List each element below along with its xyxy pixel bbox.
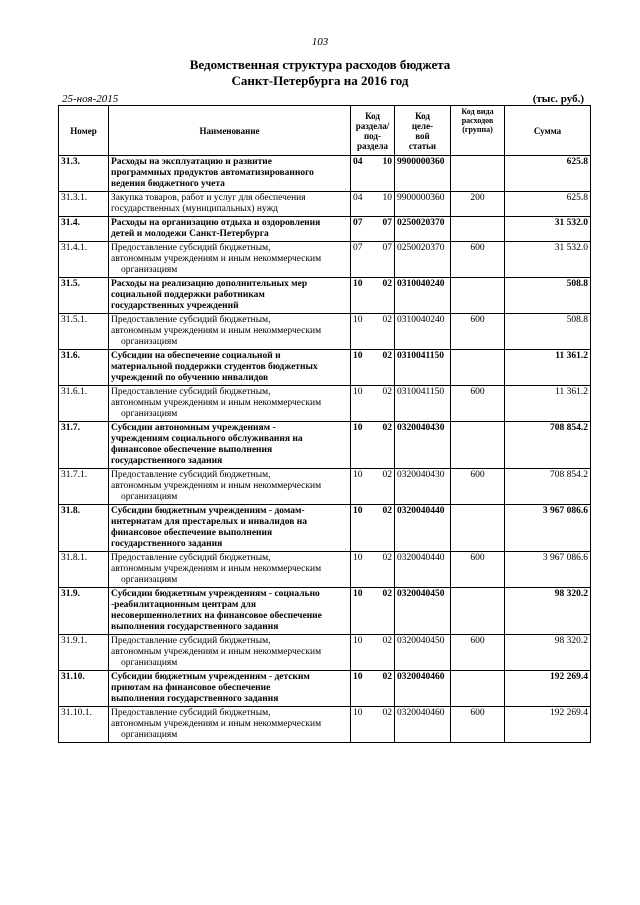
row-number: 31.6.: [59, 350, 109, 386]
units-label: (тыс. руб.): [532, 93, 584, 105]
row-name: Предоставление субсидий бюджетным, автономным учреждениям и иным некоммерческим организациям: [109, 386, 351, 422]
title-line-2: Санкт-Петербурга на 2016 год: [231, 73, 409, 88]
row-section-code: 10: [351, 671, 377, 707]
row-target-code: 0250020370: [395, 217, 451, 242]
row-target-code: 0310041150: [395, 350, 451, 386]
row-name: Субсидии бюджетным учреждениям - социально -реабилитационным центрам для несовершеннолетних на финансовое обеспечение выполнения государственного задания: [109, 588, 351, 635]
row-name: Закупка товаров, работ и услуг для обеспечения государственных (муниципальных) нужд: [109, 192, 351, 217]
row-target-code: 0310040240: [395, 278, 451, 314]
row-subsection-code: 02: [377, 422, 395, 469]
row-target-code: 0320040440: [395, 552, 451, 588]
row-target-code: 9900000360: [395, 192, 451, 217]
row-section-code: 04: [351, 156, 377, 192]
table-row: [59, 217, 591, 242]
table-row: [59, 552, 591, 588]
table-row: [59, 707, 591, 743]
row-sum: 3 967 086.6: [505, 552, 591, 588]
row-subsection-code: 02: [377, 469, 395, 505]
row-number: 31.6.1.: [59, 386, 109, 422]
row-subsection-code: 02: [377, 671, 395, 707]
row-subsection-code: 02: [377, 707, 395, 743]
row-sum: 625.8: [505, 156, 591, 192]
row-name: Предоставление субсидий бюджетным, автономным учреждениям и иным некоммерческим организациям: [109, 707, 351, 743]
page-number: 103: [311, 36, 329, 48]
row-sum: 11 361.2: [505, 386, 591, 422]
row-number: 31.10.: [59, 671, 109, 707]
row-target-code: 0250020370: [395, 242, 451, 278]
row-section-code: 10: [351, 552, 377, 588]
row-sum: 508.8: [505, 278, 591, 314]
table-row: [59, 422, 591, 469]
header-number: Номер: [59, 106, 109, 156]
row-name: Субсидии на обеспечение социальной и материальной поддержки студентов бюджетных учреждений по обучению инвалидов: [109, 350, 351, 386]
row-subsection-code: 07: [377, 217, 395, 242]
table-row: [59, 278, 591, 314]
document-date: 25-ноя-2015: [62, 93, 119, 105]
row-subsection-code: 07: [377, 242, 395, 278]
row-sum: 31 532.0: [505, 217, 591, 242]
row-number: 31.7.1.: [59, 469, 109, 505]
row-number: 31.7.: [59, 422, 109, 469]
header-section-code: Код раздела/ под- раздела: [351, 106, 395, 156]
row-expense-type: [451, 217, 505, 242]
row-subsection-code: 02: [377, 588, 395, 635]
title-line-1: Ведомственная структура расходов бюджета: [189, 57, 451, 72]
row-number: 31.8.: [59, 505, 109, 552]
row-target-code: 0320040450: [395, 635, 451, 671]
row-section-code: 10: [351, 350, 377, 386]
row-section-code: 10: [351, 386, 377, 422]
row-section-code: 10: [351, 707, 377, 743]
row-section-code: 10: [351, 588, 377, 635]
header-name: Наименование: [109, 106, 351, 156]
row-expense-type: 600: [451, 635, 505, 671]
row-sum: 98 320.2: [505, 588, 591, 635]
row-sum: 98 320.2: [505, 635, 591, 671]
row-name: Субсидии бюджетным учреждениям - домам- интернатам для престарелых и инвалидов на финансовое обеспечение выполнения государственного задания: [109, 505, 351, 552]
row-section-code: 10: [351, 278, 377, 314]
row-sum: 3 967 086.6: [505, 505, 591, 552]
table-row: [59, 635, 591, 671]
row-number: 31.10.1.: [59, 707, 109, 743]
row-subsection-code: 02: [377, 552, 395, 588]
row-expense-type: [451, 505, 505, 552]
row-sum: 625.8: [505, 192, 591, 217]
row-subsection-code: 02: [377, 386, 395, 422]
row-target-code: 0310041150: [395, 386, 451, 422]
row-section-code: 10: [351, 469, 377, 505]
row-expense-type: 600: [451, 242, 505, 278]
row-sum: 192 269.4: [505, 707, 591, 743]
row-expense-type: [451, 588, 505, 635]
row-sum: 708 854.2: [505, 469, 591, 505]
header-sum: Сумма: [505, 106, 591, 156]
row-name: Предоставление субсидий бюджетным, автономным учреждениям и иным некоммерческим организациям: [109, 635, 351, 671]
table-row: [59, 469, 591, 505]
header-row: [59, 106, 591, 156]
row-number: 31.4.: [59, 217, 109, 242]
row-section-code: 10: [351, 635, 377, 671]
row-subsection-code: 02: [377, 635, 395, 671]
row-target-code: 0320040460: [395, 707, 451, 743]
row-sum: 11 361.2: [505, 350, 591, 386]
table-row: [59, 386, 591, 422]
row-name: Предоставление субсидий бюджетным, автономным учреждениям и иным некоммерческим организациям: [109, 552, 351, 588]
row-number: 31.3.1.: [59, 192, 109, 217]
row-sum: 192 269.4: [505, 671, 591, 707]
row-expense-type: [451, 156, 505, 192]
row-target-code: 0320040430: [395, 469, 451, 505]
row-sum: 508.8: [505, 314, 591, 350]
row-expense-type: 600: [451, 386, 505, 422]
row-name: Предоставление субсидий бюджетным, автономным учреждениям и иным некоммерческим организациям: [109, 469, 351, 505]
row-expense-type: 600: [451, 707, 505, 743]
row-expense-type: 600: [451, 552, 505, 588]
table-row: [59, 314, 591, 350]
row-section-code: 10: [351, 422, 377, 469]
row-number: 31.3.: [59, 156, 109, 192]
row-sum: 31 532.0: [505, 242, 591, 278]
row-number: 31.8.1.: [59, 552, 109, 588]
row-target-code: 0320040430: [395, 422, 451, 469]
row-subsection-code: 10: [377, 192, 395, 217]
row-subsection-code: 02: [377, 350, 395, 386]
header-expense-type-code: Код вида расходов (группа): [451, 106, 505, 156]
row-expense-type: [451, 422, 505, 469]
row-subsection-code: 02: [377, 314, 395, 350]
budget-table: [58, 105, 591, 743]
row-section-code: 10: [351, 314, 377, 350]
row-expense-type: [451, 278, 505, 314]
row-name: Расходы на организацию отдыха и оздоровления детей и молодежи Санкт-Петербурга: [109, 217, 351, 242]
document-title: [0, 57, 640, 89]
row-number: 31.4.1.: [59, 242, 109, 278]
table-row: [59, 192, 591, 217]
row-section-code: 10: [351, 505, 377, 552]
row-subsection-code: 02: [377, 505, 395, 552]
row-section-code: 07: [351, 242, 377, 278]
row-section-code: 04: [351, 192, 377, 217]
row-expense-type: 200: [451, 192, 505, 217]
row-name: Субсидии бюджетным учреждениям - детским приютам на финансовое обеспечение выполнения государственного задания: [109, 671, 351, 707]
row-name: Расходы на реализацию дополнительных мер социальной поддержки работникам государственных учреждений: [109, 278, 351, 314]
row-target-code: 0320040440: [395, 505, 451, 552]
row-number: 31.5.1.: [59, 314, 109, 350]
row-target-code: 0310040240: [395, 314, 451, 350]
row-name: Предоставление субсидий бюджетным, автономным учреждениям и иным некоммерческим организациям: [109, 242, 351, 278]
row-expense-type: 600: [451, 469, 505, 505]
row-expense-type: [451, 671, 505, 707]
table-row: [59, 156, 591, 192]
table-row: [59, 505, 591, 552]
header-target-code: Код целе- вой статьи: [395, 106, 451, 156]
row-number: 31.5.: [59, 278, 109, 314]
row-target-code: 9900000360: [395, 156, 451, 192]
row-number: 31.9.1.: [59, 635, 109, 671]
row-subsection-code: 02: [377, 278, 395, 314]
row-number: 31.9.: [59, 588, 109, 635]
row-expense-type: [451, 350, 505, 386]
table-row: [59, 588, 591, 635]
row-sum: 708 854.2: [505, 422, 591, 469]
row-expense-type: 600: [451, 314, 505, 350]
row-target-code: 0320040460: [395, 671, 451, 707]
row-target-code: 0320040450: [395, 588, 451, 635]
row-subsection-code: 10: [377, 156, 395, 192]
table-row: [59, 671, 591, 707]
table-row: [59, 242, 591, 278]
row-section-code: 07: [351, 217, 377, 242]
row-name: Предоставление субсидий бюджетным, автономным учреждениям и иным некоммерческим организациям: [109, 314, 351, 350]
table-row: [59, 350, 591, 386]
row-name: Субсидии автономным учреждениям - учреждениям социального обслуживания на финансовое обеспечение выполнения государственного задания: [109, 422, 351, 469]
row-name: Расходы на эксплуатацию и развитие программных продуктов автоматизированного ведения бюджетного учета: [109, 156, 351, 192]
